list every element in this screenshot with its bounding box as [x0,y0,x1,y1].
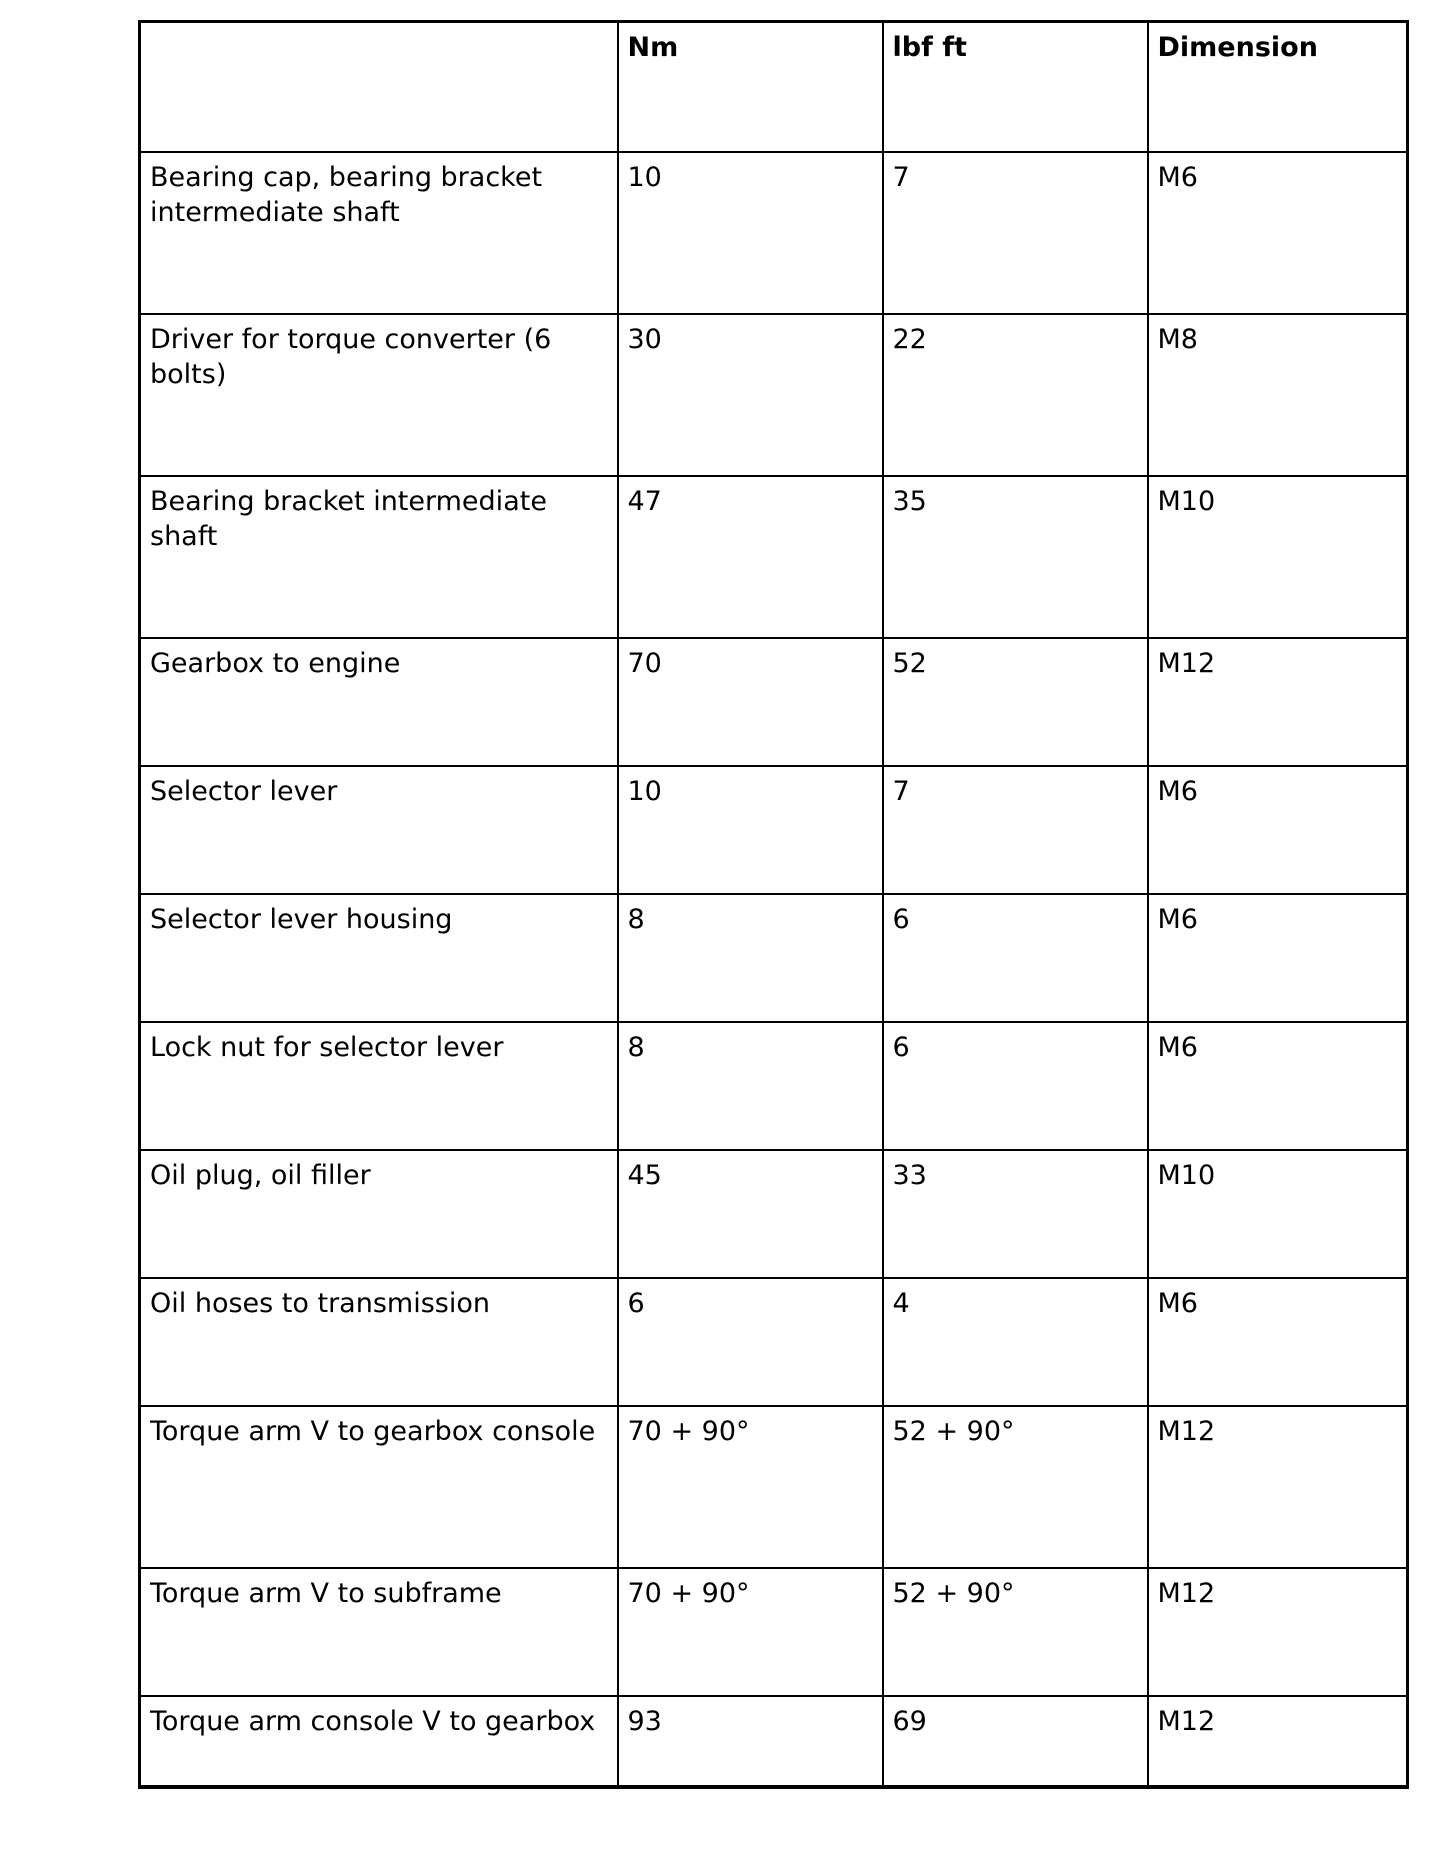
cell-description: Driver for torque converter (6 bolts) [140,314,618,476]
cell-description: Selector lever [140,766,618,894]
cell-dimension: M6 [1148,894,1408,1022]
cell-nm: 8 [618,1022,883,1150]
header-description [140,22,618,152]
cell-lbf-ft: 4 [883,1278,1148,1406]
cell-dimension: M12 [1148,1696,1408,1787]
cell-lbf-ft: 7 [883,766,1148,894]
cell-dimension: M6 [1148,152,1408,314]
cell-nm: 47 [618,476,883,638]
header-nm: Nm [618,22,883,152]
cell-dimension: M10 [1148,1150,1408,1278]
cell-lbf-ft: 52 + 90° [883,1406,1148,1568]
cell-dimension: M12 [1148,638,1408,766]
cell-nm: 70 + 90° [618,1568,883,1696]
cell-lbf-ft: 7 [883,152,1148,314]
cell-lbf-ft: 33 [883,1150,1148,1278]
table-row [140,1696,1408,1787]
cell-lbf-ft: 22 [883,314,1148,476]
cell-nm: 45 [618,1150,883,1278]
table-row [140,1568,1408,1696]
cell-description: Bearing cap, bearing bracket intermediate shaft [140,152,618,314]
cell-lbf-ft: 35 [883,476,1148,638]
torque-specification-table [138,20,1409,1789]
cell-lbf-ft: 6 [883,894,1148,1022]
cell-description: Selector lever housing [140,894,618,1022]
cell-nm: 8 [618,894,883,1022]
header-lbf-ft: lbf ft [883,22,1148,152]
cell-dimension: M8 [1148,314,1408,476]
cell-dimension: M12 [1148,1406,1408,1568]
cell-lbf-ft: 6 [883,1022,1148,1150]
table-row [140,766,1408,894]
cell-nm: 30 [618,314,883,476]
cell-dimension: M6 [1148,766,1408,894]
cell-lbf-ft: 52 [883,638,1148,766]
cell-description: Torque arm V to gearbox console [140,1406,618,1568]
table-row [140,152,1408,314]
table-header-row [140,22,1408,152]
cell-dimension: M12 [1148,1568,1408,1696]
cell-dimension: M6 [1148,1022,1408,1150]
cell-description: Bearing bracket intermediate shaft [140,476,618,638]
table-row [140,476,1408,638]
cell-description: Torque arm V to subframe [140,1568,618,1696]
table-row [140,314,1408,476]
table-row [140,1150,1408,1278]
cell-lbf-ft: 69 [883,1696,1148,1787]
header-dimension: Dimension [1148,22,1408,152]
cell-description: Oil hoses to transmission [140,1278,618,1406]
cell-nm: 10 [618,766,883,894]
table-row [140,894,1408,1022]
table-row [140,1278,1408,1406]
cell-description: Oil plug, oil filler [140,1150,618,1278]
cell-dimension: M6 [1148,1278,1408,1406]
cell-nm: 70 [618,638,883,766]
cell-description: Lock nut for selector lever [140,1022,618,1150]
cell-description: Torque arm console V to gearbox [140,1696,618,1787]
cell-nm: 10 [618,152,883,314]
cell-lbf-ft: 52 + 90° [883,1568,1148,1696]
table-row [140,1022,1408,1150]
cell-description: Gearbox to engine [140,638,618,766]
cell-nm: 6 [618,1278,883,1406]
cell-nm: 70 + 90° [618,1406,883,1568]
cell-dimension: M10 [1148,476,1408,638]
table-row [140,1406,1408,1568]
cell-nm: 93 [618,1696,883,1787]
table-row [140,638,1408,766]
